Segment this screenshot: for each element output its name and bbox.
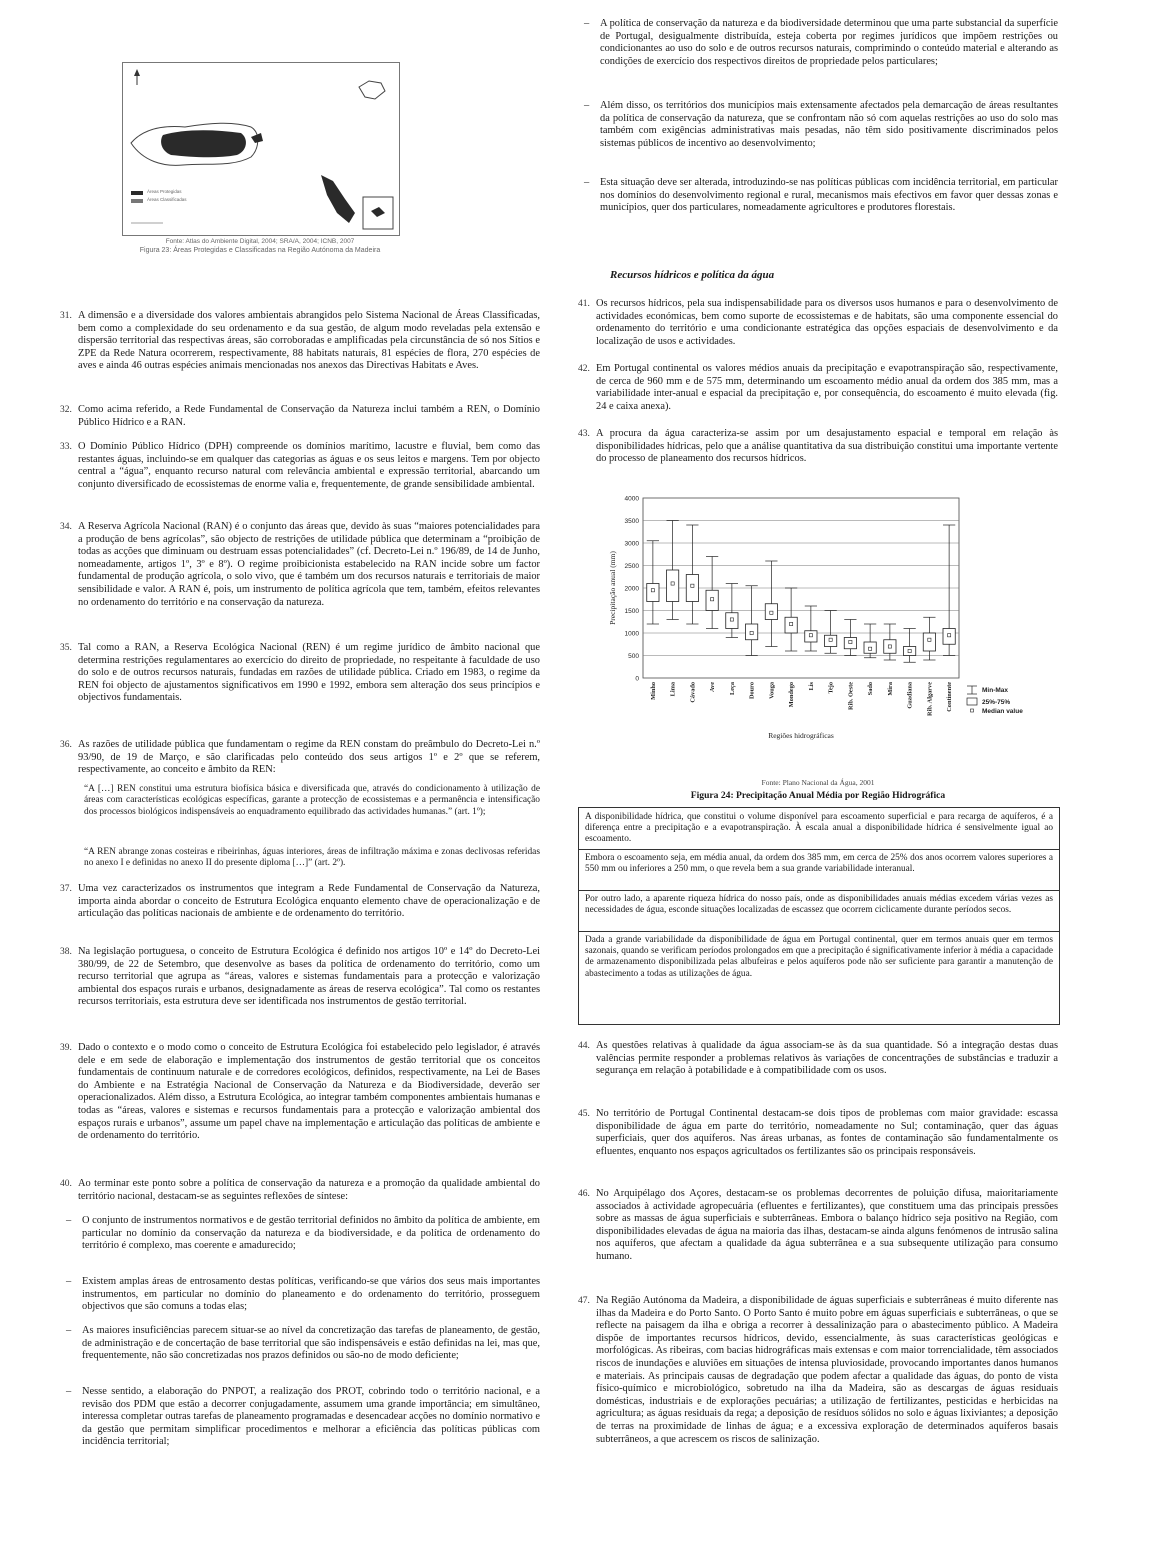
legend-label: 25%-75% (982, 699, 1011, 706)
median-marker (711, 598, 714, 601)
left-bullet-1: – O conjunto de instrumentos normativos e de gestão territorial definidos no âmbito da política de ambiente, em particular no domínio da conservação da natureza e da biodiversidade, e da política de ordenamento do território é complexo, mas coerente e amadurecido; (66, 1215, 540, 1252)
x-tick-label: Tejo (827, 682, 835, 694)
median-marker (691, 584, 694, 587)
paragraph-34: 34. A Reserva Agrícola Nacional (RAN) é o conjunto das áreas que, devido às suas “maiores potencialidades para a produção de bens agrícolas”, são objecto de restrições de utilidade pública que determinam a “proibição de todas as acções que diminuam ou destruam essas potencialidades” (cf. Decreto-Lei n.º 196/89, de 14 de Junho, nomeadamente, artigos 1º, 3º e 8º). O regime proibicionista estabelecido na RAN incide sobre um factor fundamental de produção agrícola, o solo vivo, que é também um dos recursos naturais e territoriais de maior sensibilidade e valor. A RAN é, pois, um instrumento de política agrícola que tem, também, efeitos relevantes no ordenamento do território e na conservação da natureza. (60, 521, 540, 608)
x-tick-label: Leça (728, 682, 736, 695)
median-marker (770, 611, 773, 614)
y-tick-label: 4000 (624, 495, 639, 503)
right-bullet-3: – Esta situação deve ser alterada, introduzindo-se nas políticas públicas com incidência territorial, em particular nos domínios do desenvolvimento regional e rural, mecanismos mais efectivos em favor quer dessas zonas e municípios, quer dos particulares, nomeadamente agricultores e produtores florestais. (584, 177, 1058, 214)
paragraph-39: 39. Dado o contexto e o modo como o conceito de Estrutura Ecológica foi estabelecido pelo legislador, é através dele e em sede de elaboração e implementação dos instrumentos de gestão territorial que os conceitos fundamentais de continuum naturale e de corredores ecológicos, definidos, respectivamente, na Lei de Bases do Ambiente e na Estratégia Nacional de Conservação da Natureza e da Biodiversidade, deverão ser operacionalizados. Além disso, a Estrutura Ecológica, ao integrar também componentes ambientais humanas e todas as “áreas, valores e sistemas e recursos fundamentais para a protecção e valorização ambiental dos espaços rurais e urbanos”, assume um papel chave na implementação e articulação das políticas de ambiente e de ordenamento do território. (60, 1042, 540, 1142)
y-tick-label: 1000 (624, 630, 639, 638)
box-paragraph-3: Por outro lado, a aparente riqueza hídrica do nosso país, onde as disponibilidades anuais médias excedem várias vezes as necessidades de água, esconde situações localizadas de escassez que ocorrem ciclicamente durante períodos secos. (585, 894, 1053, 916)
figure-24-source: Fonte: Plano Nacional da Água, 2001 (761, 778, 875, 787)
x-tick-label: Rib. Oeste (847, 682, 855, 710)
y-tick-label: 2500 (624, 563, 639, 570)
median-marker (651, 589, 654, 592)
paragraph-41: 41. Os recursos hídricos, pela sua indispensabilidade para os diversos usos humanos e para o desenvolvimento de actividades económicas, bem como suporte de ecossistemas e de habitats, são uma componente essencial do ordenamento do território e uma condicionante estratégica das opções espaciais de desenvolvimento e da localização de usos e actividades. (578, 298, 1058, 347)
median-marker (849, 640, 852, 643)
paragraph-40: 40. Ao terminar este ponto sobre a política de conservação da natureza e a promoção da qualidade ambiental do território nacional, destacam-se as seguintes reflexões de síntese: (60, 1178, 540, 1202)
iqr-box (686, 575, 698, 602)
x-tick-label: Rib. Algarve (926, 682, 934, 716)
paragraph-43: 43. A procura da água caracteriza-se assim por um desajustamento espacial e temporal em relação às disponibilidades hídricas, pelo que a análise quantitativa da sua distribuição constitui uma importante vertente do processo de planeamento dos recursos hídricos. (578, 428, 1058, 465)
median-marker (888, 645, 891, 648)
iqr-box (667, 570, 679, 602)
x-tick-label: Sado (867, 682, 875, 696)
x-tick-label: Lima (669, 682, 677, 697)
x-tick-label: Minho (649, 682, 657, 700)
x-tick-label: Vouga (768, 682, 776, 699)
x-tick-label: Guadiana (906, 682, 914, 709)
iqr-box (647, 584, 659, 602)
box-paragraph-1: A disponibilidade hídrica, que constitui o volume disponível para escoamento superficial e para recarga de aquíferos, é a diferença entre a precipitação e a evapotranspiração. À escala anual a disponibilidade hídrica é sensivelmente igual ao escoamento. (585, 812, 1053, 845)
y-tick-label: 3000 (624, 540, 639, 548)
paragraph-33: 33. O Domínio Público Hídrico (DPH) compreende os domínios marítimo, lacustre e fluvial, bem como das restantes águas, incluindo-se em qualquer das categorias as águas e os seus leitos e margens. Tem por objecto central a “água”, enquanto recurso natural com relevância ambiental e expressão territorial, abarcando um conjunto diversificado de ecossistemas de enorme valia e, frequentemente, de grande sensibilidade ambiental. (60, 441, 540, 490)
map-madeira-graphic (123, 63, 399, 235)
x-tick-label: Continente (946, 682, 954, 712)
median-marker (829, 638, 832, 641)
left-bullet-4: – Nesse sentido, a elaboração do PNPOT, a realização dos PROT, cobrindo todo o território nacional, e a revisão dos PDM que estão a decorrer conjugadamente, assumem uma grande importância; em simultâneo, interessa completar outras tarefas de planeamento programadas e desencadear acções no domínio normativo e da gestão que permitam simplificar procedimentos e melhorar a eficiência das políticas públicas com incidência territorial; (66, 1386, 540, 1448)
paragraph-46: 46. No Arquipélago dos Açores, destacam-se os problemas decorrentes de poluição difusa, maioritariamente associados à actividade agropecuária (efluentes e fertilizantes), que constituem uma das principais pressões sobre as massas de água superficiais e subterrâneas. Embora o balanço hídrico seja positivo na Região, com disponibilidades elevadas de água na maioria das ilhas, destacam-se ainda alguns fenómenos de intrusão salina nos aquíferos, que afectam a qualidade da água subterrânea e a sua subsequente utilização para consumo humano. (578, 1188, 1058, 1262)
x-tick-label: Mondego (788, 682, 796, 708)
map-legend-item: Áreas Protegidas (147, 189, 182, 194)
paragraph-32: 32. Como acima referido, a Rede Fundamental de Conservação da Natureza inclui também a REN, o Domínio Público Hídrico e a RAN. (60, 404, 540, 428)
left-bullet-3: – As maiores insuficiências parecem situar-se ao nível da concretização das tarefas de planeamento, de gestão, de administração e de concertação de base territorial que são indispensáveis e estão definidas na lei, mas que, frequentemente, não são concretizadas nos prazos definidos ou são-no de modo deficiente; (66, 1325, 540, 1362)
median-marker (750, 631, 753, 634)
x-tick-label: Lis (807, 682, 815, 691)
y-tick-label: 3500 (624, 518, 639, 525)
right-bullet-1: – A política de conservação da natureza e da biodiversidade determinou que uma parte substancial da superfície de Portugal, desigualmente distribuída, esteja coberta por regimes jurídicos que impõem restrições ou condicionantes ao uso do solo e de outros recursos naturais, comprimindo o conteúdo material e alterando as condições de exercício dos respectivos direitos de propriedade pelos particulares; (584, 18, 1058, 67)
box-paragraph-2: Embora o escoamento seja, em média anual, da ordem dos 385 mm, em cerca de 25% dos anos ocorrem valores superiores a 550 mm ou inferiores a 250 mm, o que revela bem a sua grande variabilidade interanual. (585, 853, 1053, 875)
x-tick-label: Ave (709, 682, 717, 693)
right-bullet-2: – Além disso, os territórios dos municípios mais extensamente afectados pela demarcação de áreas resultantes da política de conservação da natureza, que se confrontam não só com aquelas restrições ao uso do solo mas também com exigências administrativas mais pesadas, não têm sido positivamente discriminados pelos sistemas públicos de incentivo ao desenvolvimento; (584, 100, 1058, 149)
iqr-box (923, 633, 935, 651)
quote-ren-art2: “A REN abrange zonas costeiras e ribeirinhas, águas interiores, áreas de infiltração máxima e zonas declivosas referidas no anexo I e definidas no anexo II do presente diploma […]” (art. 2º). (84, 847, 540, 869)
y-tick-label: 1500 (624, 608, 639, 615)
median-marker (809, 634, 812, 637)
section-title-water: Recursos hídricos e política da água (610, 269, 775, 281)
y-tick-label: 2000 (624, 585, 639, 593)
map-legend-item: Áreas Classificadas (147, 197, 187, 202)
y-tick-label: 0 (635, 675, 639, 683)
precipitation-boxplot-chart (595, 490, 1055, 770)
paragraph-38: 38. Na legislação portuguesa, o conceito de Estrutura Ecológica é definido nos artigos 10º e 14º do Decreto-Lei 380/99, de 22 de Setembro, que desenvolve as bases da política de ordenamento do território, como um recurso territorial que agrupa as “áreas, valores e sistemas fundamentais para a protecção e valorização ambiental dos espaços rurais e urbanos, designadamente as áreas de reserva ecológica”. Tal como os restantes recursos territoriais, esta estrutura deve ser identificada nos instrumentos de gestão territorial. (60, 946, 540, 1008)
x-tick-label: Cávado (689, 682, 697, 703)
info-box-water-availability (578, 807, 1060, 1025)
legend-label: Min-Max (982, 687, 1008, 694)
median-marker (671, 582, 674, 585)
median-marker (790, 622, 793, 625)
x-axis-label: Regiões hidrográficas (768, 731, 834, 740)
legend-iqr-swatch (967, 698, 977, 705)
map-figure-madeira (122, 62, 400, 236)
legend-label: Median value (982, 708, 1023, 715)
x-tick-label: Mira (886, 682, 894, 696)
box-paragraph-4: Dada a grande variabilidade da disponibilidade de água em Portugal continental, quer em termos anuais quer em termos sazonais, quando se verificam períodos prolongados em que a precipitação é significativamente inferior à média a capacidade de armazenamento disponibilizada pelas albufeiras e pelos aquíferos pode não ser suficiente para garantir a manutenção de abastecimento a todas as utilizações de água. (585, 935, 1053, 979)
x-tick-label: Douro (748, 682, 756, 700)
median-marker (928, 638, 931, 641)
median-marker (730, 618, 733, 621)
paragraph-36: 36. As razões de utilidade pública que fundamentam o regime da REN constam do preâmbulo do Decreto-Lei n.º 93/90, de 19 de Março, e são clarificadas pelo conteúdo dos seus artigos 1º e 2º que se referem, respectivamente, ao conceito e âmbito da REN: (60, 739, 540, 776)
paragraph-47: 47. Na Região Autónoma da Madeira, a disponibilidade de águas superficiais e subterrâneas é muito diferente nas ilhas da Madeira e do Porto Santo. O Porto Santo é muito pobre em águas superficiais e subterrâneas, o que se reflecte na paisagem da ilha e obriga a recorrer à dessalinização para o abastecimento público. A Madeira dispõe de importantes recursos hídricos, devido, essencialmente, às suas características geológicas e morfológicas. As ribeiras, com bacias hidrográficas mais extensas e com maior torrencialidade, têm associados riscos de inundações e aluviões em situações de intensa pluviosidade, provocando importantes danos humanos e materiais. As principais causas de degradação que podem afectar a qualidade das águas, do ponto de vista físico-químico e microbiológico, sobretudo na ilha da Madeira, são as descargas de águas residuais domésticas, industriais e de explorações pecuárias; a utilização de fertilizantes, pesticidas e herbicidas na agricultura; as águas residuais da rega; a deposição de resíduos sólidos no solo e águas lixiviantes; a deposição de terras na proximidade de linhas de água; e a excessiva exploração de determinados aquíferos basais subterrâneos, a que acrescem os riscos de salinização. (578, 1295, 1058, 1445)
paragraph-37: 37. Uma vez caracterizados os instrumentos que integram a Rede Fundamental de Conservação da Natureza, importa ainda abordar o conceito de Estrutura Ecológica enquanto elemento chave de operacionalização e de articulação das políticas nacionais de ambiente e de ordenamento do território. (60, 883, 540, 920)
chart-svg (595, 490, 1055, 770)
paragraph-31: 31. A dimensão e a diversidade dos valores ambientais abrangidos pelo Sistema Nacional de Áreas Classificadas, bem como a complexidade do seu ordenamento e da sua gestão, de algum modo reveladas pela extensão e dispersão territorial das respectivas áreas, são corroboradas e amplificadas pela circunstância de só nos Sítios e ZPE da Rede Natura ocorrerem, respectivamente, 88 habitats naturais, 81 espécies de flora, 270 espécies de aves e ainda 46 outras espécies animais mencionadas nos anexos das Directivas Habitats e Aves. (60, 310, 540, 372)
left-bullet-2: – Existem amplas áreas de entrosamento destas políticas, verificando-se que vários dos seus mais importantes instrumentos, em particular no domínio do planeamento e do ordenamento do território, prosseguem objectivos que são comuns a todas elas; (66, 1276, 540, 1313)
legend-median-swatch (971, 709, 974, 712)
y-axis-label: Precipitação anual (mm) (608, 551, 617, 625)
median-marker (948, 634, 951, 637)
paragraph-45: 45. No território de Portugal Continental destacam-se dois tipos de problemas com maior gravidade: escassa disponibilidade de água em parte do território, nomeadamente no Sul; contaminação, quer das águas superficiais, quer dos aquíferos. Nas áreas urbanas, as fontes de contaminação são fundamentalmente os efluentes, enquanto nos espaços agricultados os fertilizantes são os principais responsáveis. (578, 1108, 1058, 1157)
figure-24-caption: Figura 24: Precipitação Anual Média por Região Hidrográfica (690, 790, 946, 801)
y-tick-label: 500 (628, 653, 639, 660)
map-source: Fonte: Atlas do Ambiente Digital, 2004; SRA/A, 2004; ICNB, 2007 (165, 238, 355, 245)
map-caption: Figura 23: Áreas Protegidas e Classificadas na Região Autónoma da Madeira (139, 247, 381, 254)
north-arrow-icon (134, 69, 140, 85)
paragraph-44: 44. As questões relativas à qualidade da água associam-se às da sua quantidade. Só a integração destas duas valências permite responder a problemas relativos às variações de concentrações de substâncias e traduzir a segurança em relação à potabilidade e à compatibilidade com os usos. (578, 1040, 1058, 1077)
median-marker (908, 649, 911, 652)
paragraph-42: 42. Em Portugal continental os valores médios anuais da precipitação e evapotranspiração são, respectivamente, de cerca de 960 mm e de 575 mm, determinando um escoamento médio anual da ordem dos 385 mm, mas a variabilidade inter-anual e espacial da precipitação e, por consequência, do escoamento é muito elevada (fig. 24 e caixa anexa). (578, 363, 1058, 412)
median-marker (869, 647, 872, 650)
paragraph-35: 35. Tal como a RAN, a Reserva Ecológica Nacional (REN) é um regime jurídico de âmbito nacional que determina restrições regulamentares ao exercício do direito de propriedade, no respeitante à faculdade de uso do solo e de outros recursos naturais, fundadas em razões de utilidade pública. Criado em 1983, o regime da REN foi objecto de ajustamentos significativos em 1990 e 1992, embora sem alteração dos seus princípios e objectivos fundamentais. (60, 642, 540, 704)
quote-ren-art1: “A […] REN constitui uma estrutura biofísica básica e diversificada que, através do condicionamento à utilização de áreas com características ecológicas específicas, garante a protecção de ecossistemas e a permanência e intensificação dos processos biológicos indispensáveis ao enquadramento equilibrado das actividades humanas.” (art. 1º); (84, 784, 540, 817)
